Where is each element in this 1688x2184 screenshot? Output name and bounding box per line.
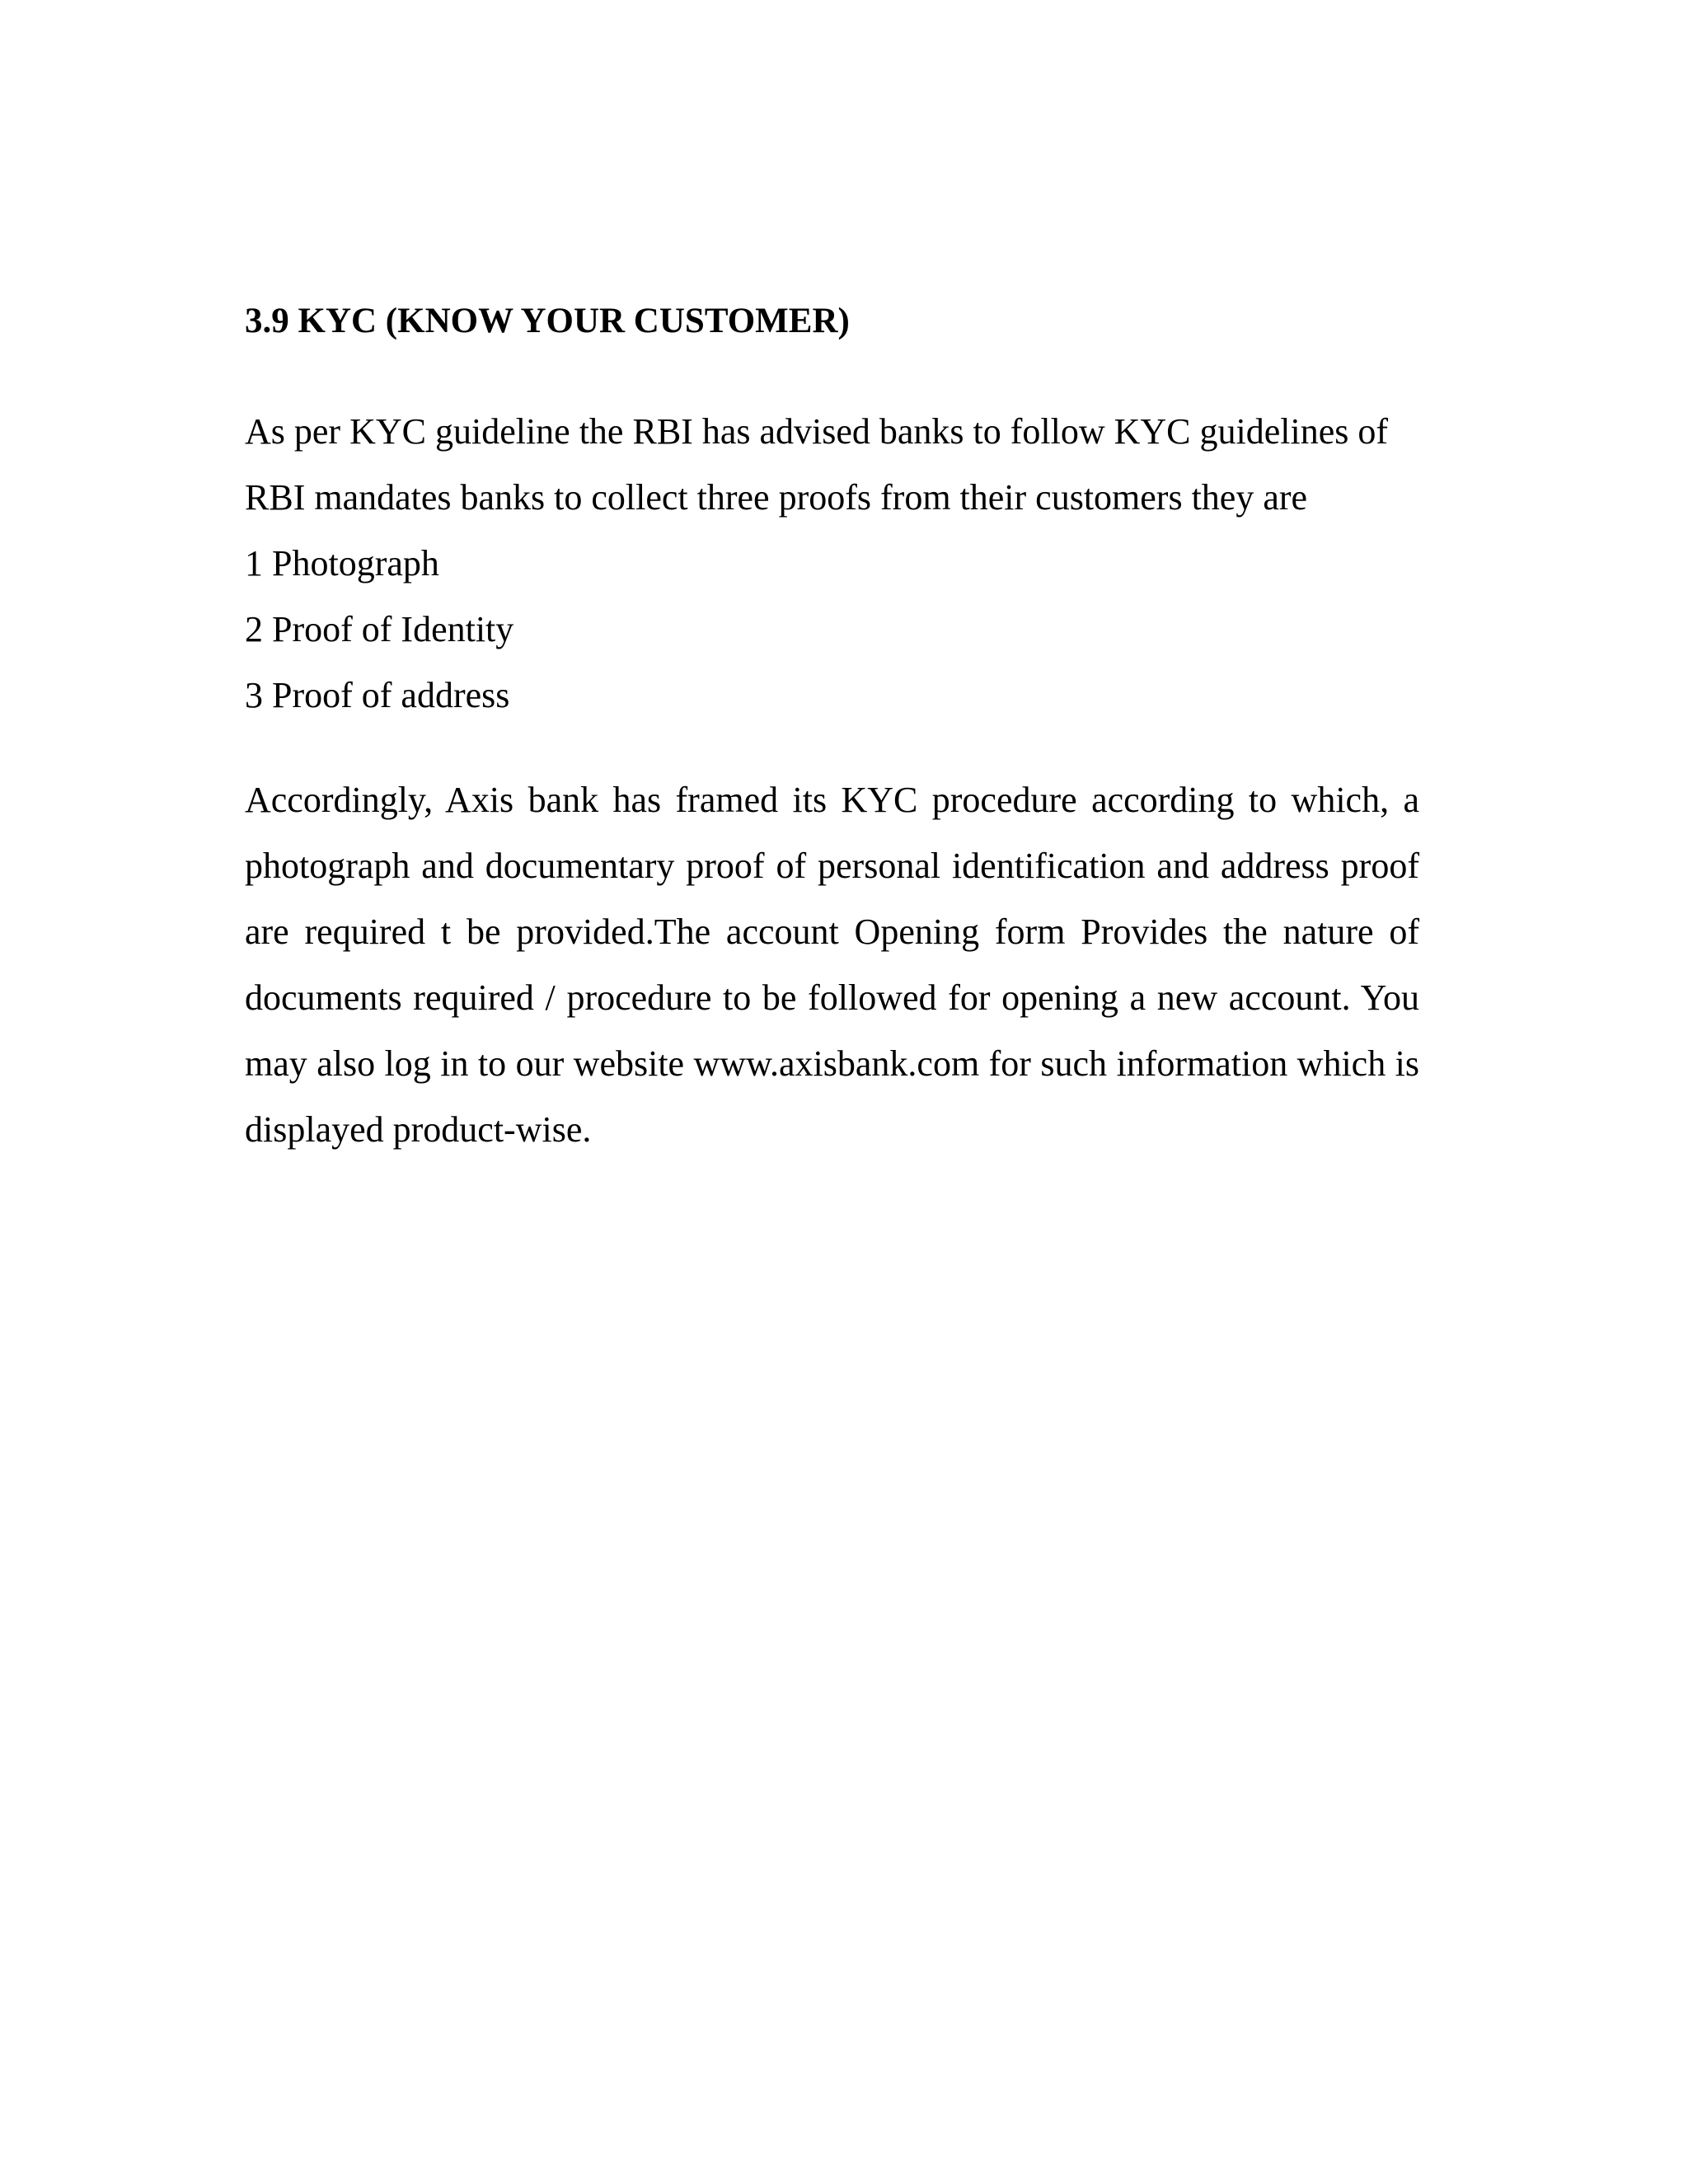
proof-item-identity: 2 Proof of Identity: [245, 609, 514, 649]
intro-paragraph: As per KYC guideline the RBI has advised banks to follow KYC guidelines of RBI mandates banks to collect three proofs from their customers they are: [245, 411, 1389, 518]
page-content: [245, 297, 1419, 1163]
proof-list: [245, 531, 1419, 729]
proof-item-address: 3 Proof of address: [245, 675, 510, 715]
section-heading: 3.9 KYC (KNOW YOUR CUSTOMER): [245, 302, 850, 340]
proof-item-photograph: 1 Photograph: [245, 543, 439, 583]
body-paragraph: Accordingly, Axis bank has framed its KYC procedure according to which, a photograph and documentary proof of personal identification and address proof are required t be provided.The account Opening form Provides the nature of documents required / procedure to be followed for opening a new account. You may also log in to our website www.axisbank.com for such information which is displayed product-wise.: [245, 780, 1419, 1150]
